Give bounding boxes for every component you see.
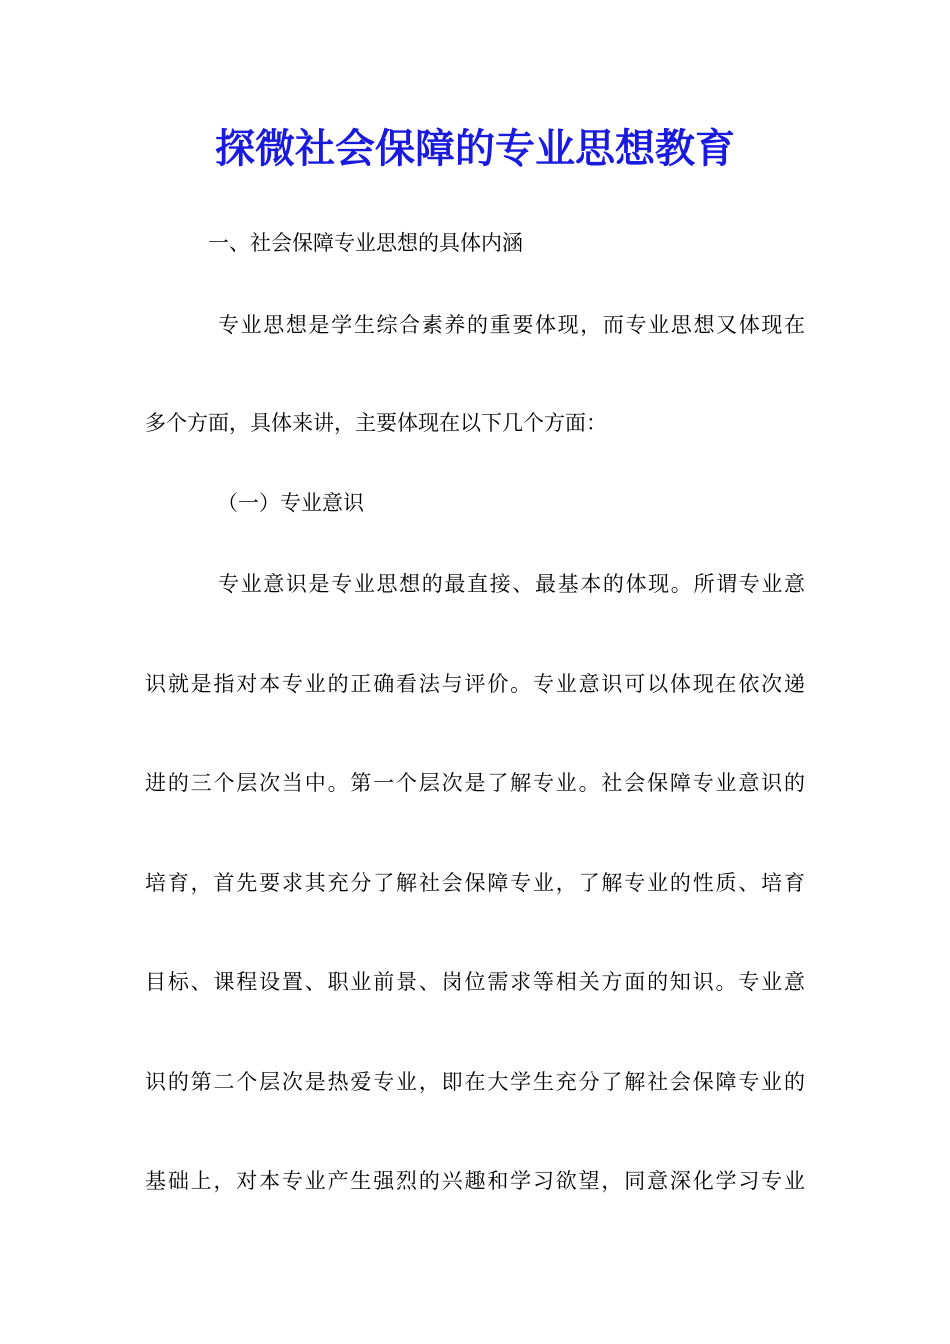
paragraph-line: 目标、课程设置、职业前景、岗位需求等相关方面的知识。专业意 (145, 970, 805, 994)
paragraph-line: 专业思想是学生综合素养的重要体现，而专业思想又体现在 (218, 313, 805, 337)
paragraph-line: 多个方面，具体来讲，主要体现在以下几个方面： (145, 411, 607, 435)
paragraph-line: 专业意识是专业思想的最直接、最基本的体现。所谓专业意 (218, 572, 805, 596)
paragraph-line: 进的三个层次当中。第一个层次是了解专业。社会保障专业意识的 (145, 771, 805, 795)
paragraph-line: 培育，首先要求其充分了解社会保障专业，了解专业的性质、培育 (145, 871, 805, 895)
document-title: 探微社会保障的专业思想教育 (215, 125, 735, 172)
paragraph-line: 识就是指对本专业的正确看法与评价。专业意识可以体现在依次递 (145, 672, 805, 696)
subsection-heading: （一）专业意识 (217, 491, 364, 515)
paragraph-line: 基础上，对本专业产生强烈的兴趣和学习欲望，同意深化学习专业 (145, 1169, 805, 1193)
paragraph-line: 识的第二个层次是热爱专业，即在大学生充分了解社会保障专业的 (145, 1070, 805, 1094)
section-heading: 一、社会保障专业思想的具体内涵 (208, 231, 523, 255)
